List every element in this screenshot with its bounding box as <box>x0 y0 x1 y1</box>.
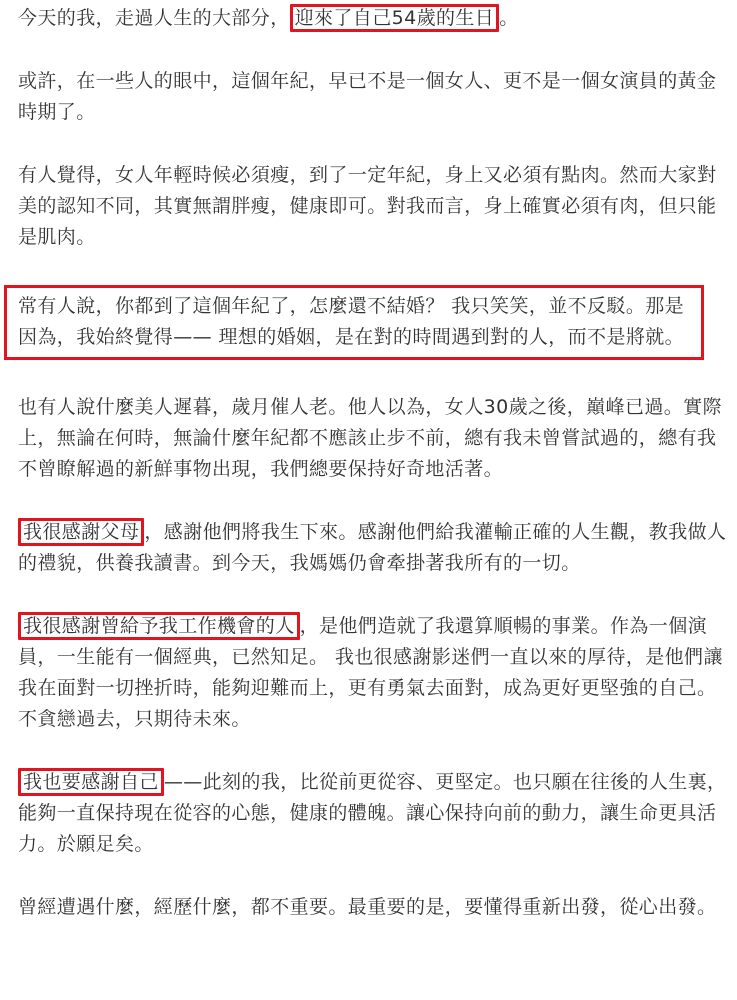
paragraph-parents <box>18 517 730 579</box>
paragraph-career <box>18 611 730 735</box>
highlight-box-self: 我也要感謝自己 <box>18 768 164 796</box>
paragraph-aging: 也有人說什麼美人遲暮，歲月催人老。他人以為，女人30歲之後，巔峰已過。實際上，無論在何時，無論什麼年紀都不應該止步不前，總有我未曾嘗試過的，總有我不曾瞭解過的新鮮事物出現，我們總要保持好奇地活著。 <box>18 396 722 480</box>
paragraph-birthday <box>18 3 730 34</box>
highlight-box-parents: 我很感謝父母 <box>18 518 144 546</box>
paragraph-text: ，是他們造就了我還算順暢的事業。作為一個演員，一生能有一個經典，已然知足。 我也很感謝影迷們一直以來的厚待，是他們讓我在面對一切挫折時，能夠迎難而上，更有勇氣去面對，成為更好更堅強的自己。不貪戀過去，只期待未來。 <box>18 615 723 730</box>
paragraph-text: 。 <box>499 7 519 29</box>
paragraph-text: ，感謝他們將我生下來。感謝他們給我灌輸正確的人生觀，教我做人的禮貌，供養我讀書。到今天，我媽媽仍會牽掛著我所有的一切。 <box>18 521 727 574</box>
highlight-box-marriage: 常有人說，你都到了這個年紀了，怎麼還不結婚？ 我只笑笑，並不反駁。那是因為，我始終覺得—— 理想的婚姻，是在對的時間遇到對的人，而不是將就。 <box>4 285 704 360</box>
paragraph-age-view: 或許，在一些人的眼中，這個年紀，早已不是一個女人、更不是一個女演員的黃金時期了。 <box>18 70 717 123</box>
paragraph-body-shape: 有人覺得，女人年輕時候必須瘦，到了一定年紀，身上又必須有點肉。然而大家對美的認知不同，其實無謂胖瘦，健康即可。對我而言，身上確實必須有肉，但只能是肌肉。 <box>18 164 717 248</box>
article-body <box>18 0 730 955</box>
paragraph-restart: 曾經遭遇什麼，經歷什麼，都不重要。最重要的是，要懂得重新出發，從心出發。 <box>18 896 717 918</box>
highlight-box-birthday: 迎來了自己54歲的生日 <box>290 4 500 32</box>
paragraph-self <box>18 767 730 860</box>
paragraph-text: ——此刻的我，比從前更從容、更堅定。也只願在往後的人生裏，能夠一直保持現在從容的心態，健康的體魄。讓心保持向前的動力，讓生命更具活力。於願足矣。 <box>18 771 727 855</box>
paragraph-text: 今天的我，走過人生的大部分， <box>18 7 290 29</box>
highlight-box-work-opportunity: 我很感謝曾給予我工作機會的人 <box>18 612 300 640</box>
